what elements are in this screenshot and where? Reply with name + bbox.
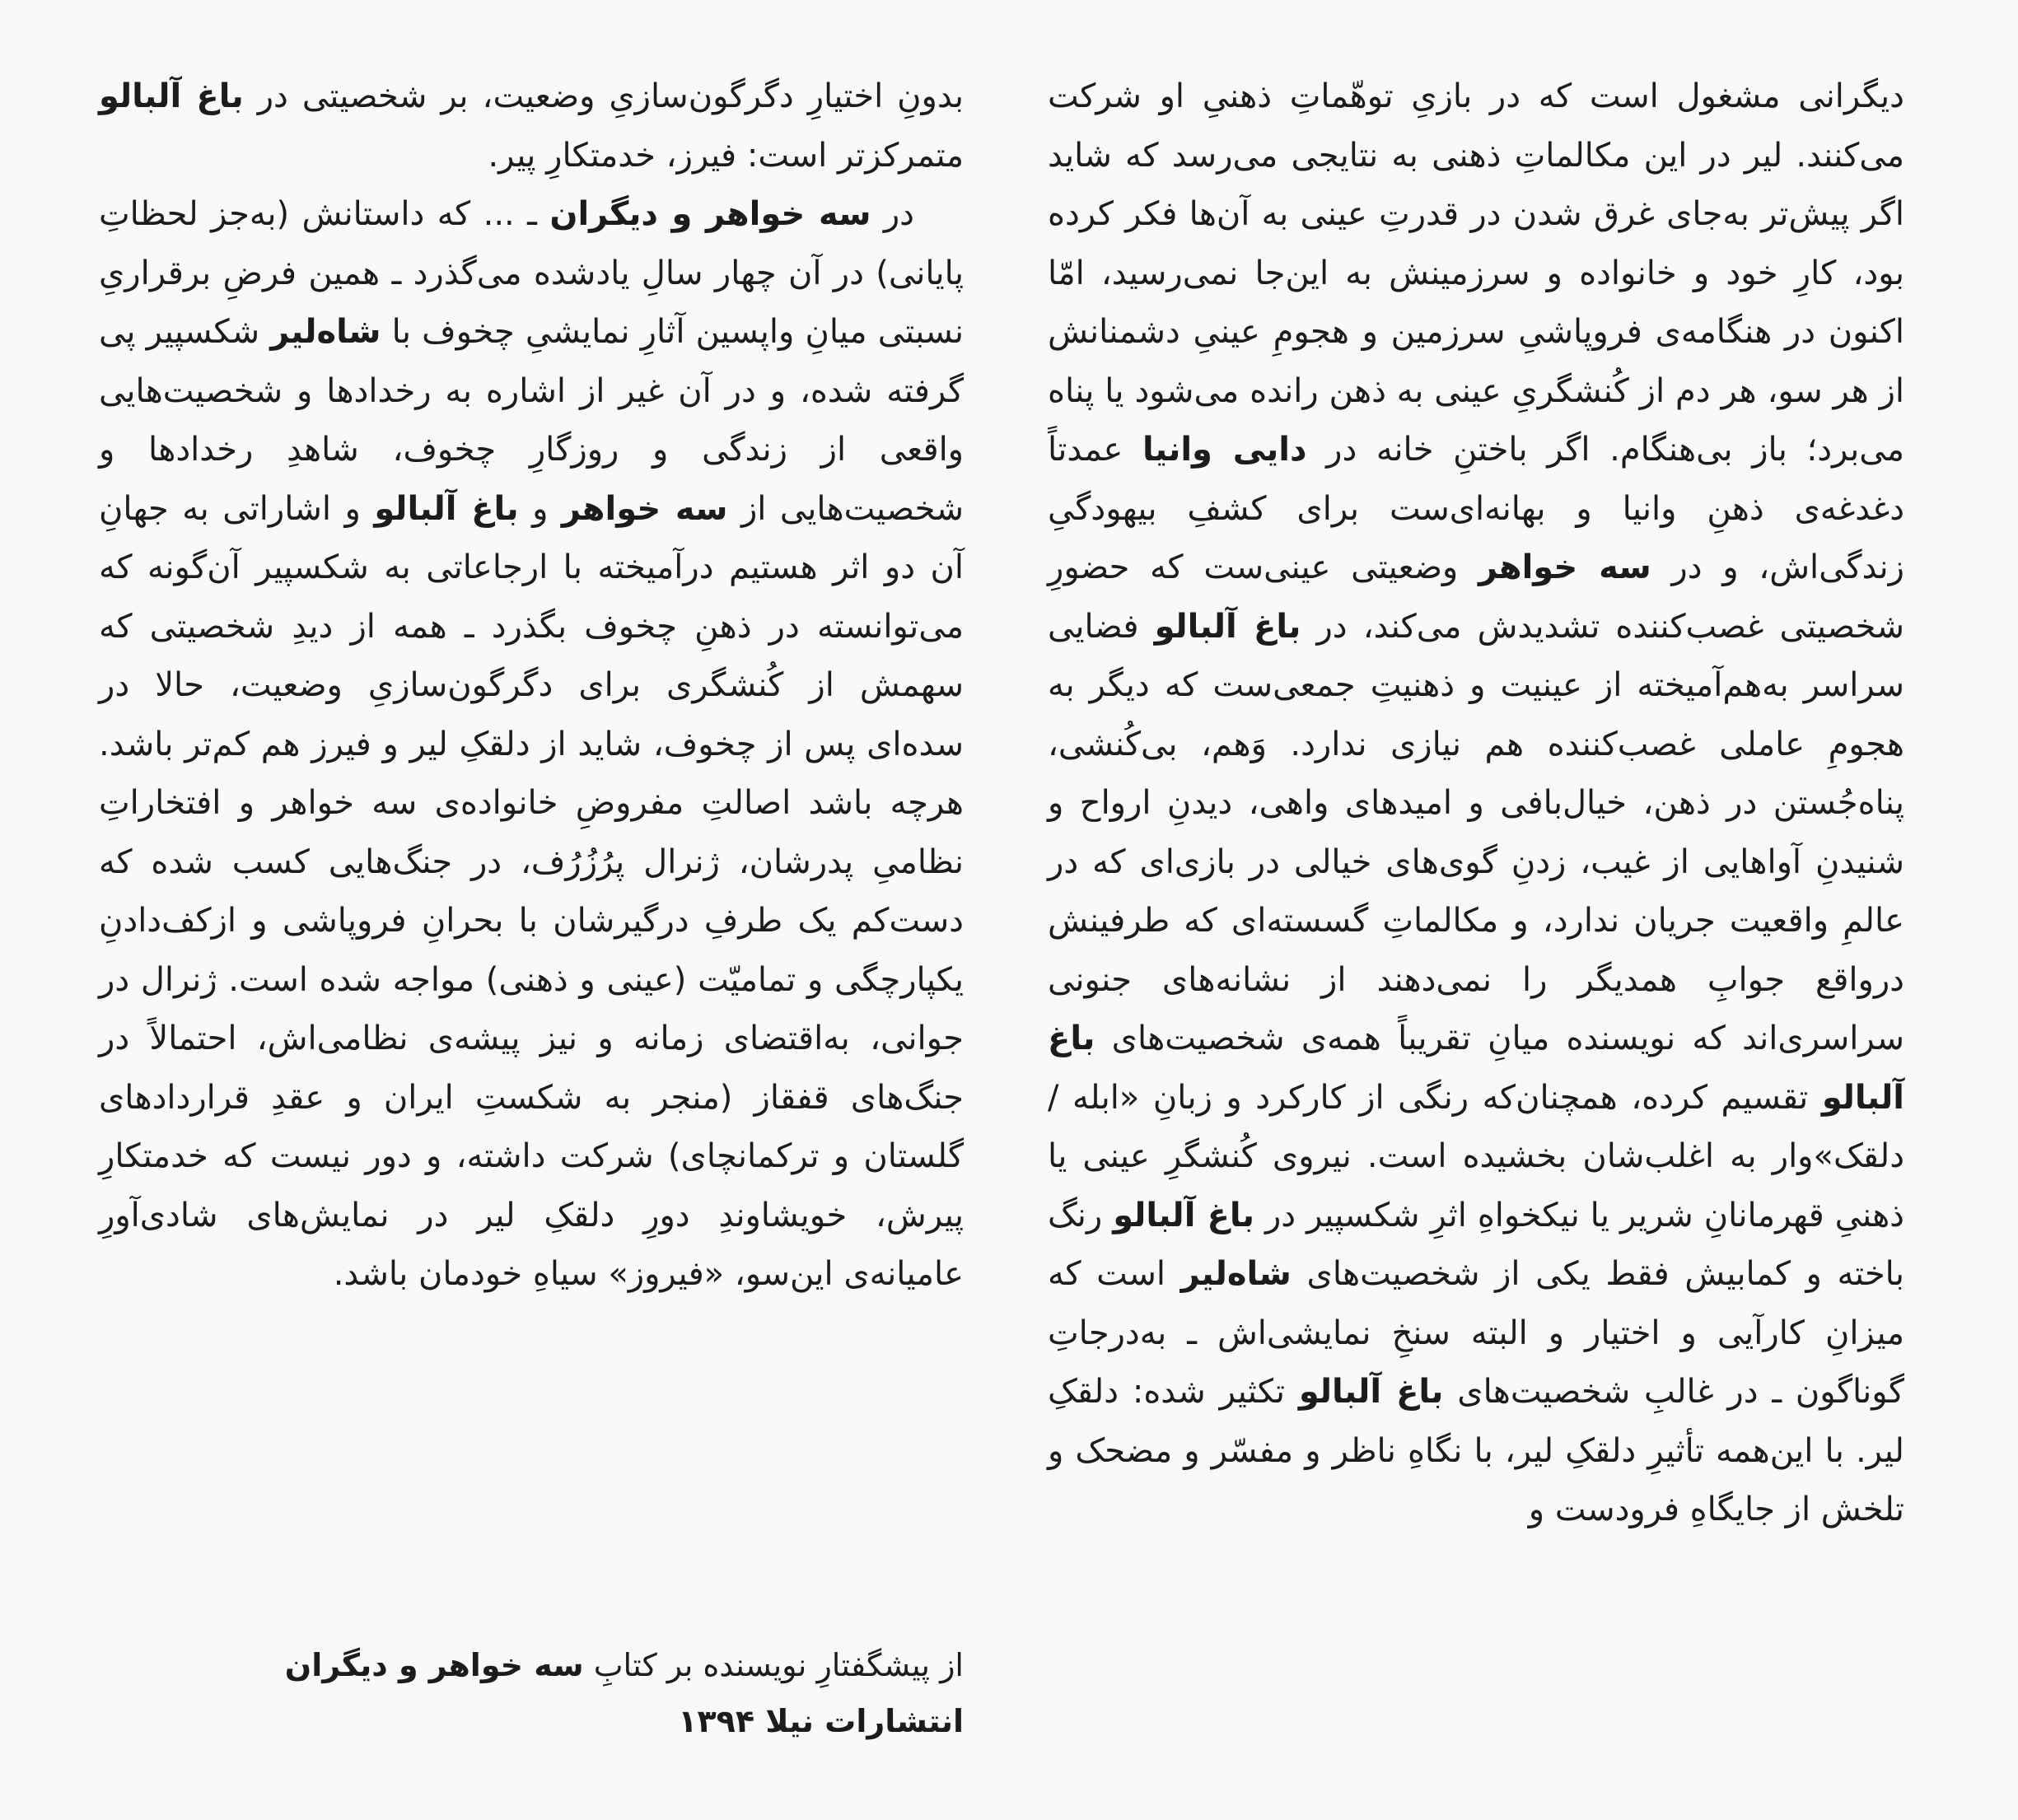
bold-title-segment: باغ آلبالو <box>1298 1373 1444 1411</box>
bold-title-segment: شاه‌لیر <box>1180 1255 1292 1293</box>
bold-title-segment: باغ آلبالو <box>374 489 519 528</box>
bold-title-segment: باغ آلبالو <box>1048 1020 1904 1117</box>
text-segment: دیگرانی مشغول است که در بازیِ توهّماتِ ذهنیِ او شرکت می‌کنند. لیر در این مکالماتِ ذهنی به نتایجی می‌رسد که شاید اگر پیش‌تر به‌جای غرق شدن در قدرتِ عینی به آن‌ها فکر کرده بود، کارِ خود و خانواده و سرزمینش به این‌جا نمی‌رسید، امّا اکنون در هنگامه‌ی فروپاشیِ سرزمین و هجومِ عینیِ دشمنانش از هر سو، هر دم از کُنشگریِ عینی به ذهن رانده می‌شود یا پناه می‌برد؛ باز بی‌هنگام. اگر باختنِ خانه در <box>1048 77 1904 469</box>
text-segment: بدونِ اختیارِ دگرگون‌سازیِ وضعیت، بر شخصیتی در <box>243 77 964 115</box>
bold-title-segment: شاه‌لیر <box>270 313 381 351</box>
text-segment: وضعیتی عینی‌ست که حضورِ شخصیتی غصب‌کننده تشدیدش می‌کند، در <box>1048 548 1905 646</box>
paragraph <box>1048 68 1904 1540</box>
text-segment: است که میزانِ کارآیی و اختیار و البته سنخِ نمایشی‌اش ـ به‌درجاتِ گوناگون ـ در غالبِ شخصیت‌های <box>1048 1255 1905 1411</box>
text-segment: تقسیم کرده، همچنان‌که رنگی از کارکرد و زبانِ «ابله / دلقک»وار به اغلب‌شان بخشیده است. نیروی کُنشگرِ عینی یا ذهنیِ قهرمانانِ شریر یا نیکخواهِ اثرِ شکسپیر در <box>1048 1078 1904 1234</box>
source-citation <box>99 1637 964 1749</box>
text-segment: تکثیر شده: دلقکِ لیر. با این‌همه تأثیرِ دلقکِ لیر، با نگاهِ ناظر و مفسّر و مضحک و تلخش از جایگاهِ فرودست و <box>1048 1373 1904 1528</box>
text-segment: رنگ باخته و کمابیش فقط یکی از شخصیت‌های <box>1048 1196 1905 1293</box>
text-segment: عمدتاً دغدغه‌ی ذهنِ وانیا و بهانه‌ای‌ست برای کشفِ بیهودگیِ زندگی‌اش، و در <box>1048 431 1904 586</box>
bold-title-segment: باغ آلبالو <box>1154 607 1301 646</box>
left-column <box>99 68 964 1304</box>
text-segment: متمرکزتر است: فیرز، خدمتکارِ پیر. <box>488 136 964 175</box>
text-segment: و <box>518 489 562 528</box>
bold-title-segment: سه خواهر و دیگران <box>549 195 871 233</box>
bold-title-segment: سه خواهر <box>1478 548 1651 586</box>
publisher: انتشارات نیلا ۱۳۹۴ <box>678 1703 964 1739</box>
book-title: سه خواهر و دیگران <box>284 1647 584 1683</box>
right-column <box>1048 68 1904 1540</box>
text-segment: و اشاراتی به جهانِ آن دو اثر هستیم درآمیخته با ارجاعاتی به شکسپیر آن‌گونه که می‌توانسته در ذهنِ چخوف بگذرد ـ همه از دیدِ شخصیتی که سهمش از کُنشگری برای دگرگون‌سازیِ وضعیت، حالا در سده‌ای پس از چخوف، شاید از دلقکِ لیر و فیرز هم کم‌تر باشد. هرچه باشد اصالتِ مفروضِ خانواده‌ی سه خواهر و افتخاراتِ نظامیِ پدرشان، ژنرال پرُزُرُف، در جنگ‌هایی کسب شده که دست‌کم یک طرفِ درگیرشان با بحرانِ فروپاشی و ازکف‌دادنِ یکپارچگی و تمامیّت (عینی و ذهنی) مواجه شده است. ژنرال در جوانی، به‌اقتضای زمانه و نیز پیشه‌ی نظامی‌اش، احتمالاً در جنگ‌های قفقاز (منجر به شکستِ ایران و عقدِ قراردادهای گلستان و ترکمانچای) شرکت داشته، و دور نیست که خدمتکارِ پیرش، خویشاوندِ دورِ دلقکِ لیر در نمایش‌های شادی‌آورِ عامیانه‌ی این‌سو، «فیروز» سیاهِ خودمان باشد. <box>99 489 964 1293</box>
text-segment: فضایی سراسر به‌هم‌آمیخته از عینیت و ذهنیتِ جمعی‌ست که دیگر به هجومِ عاملی غصب‌کننده هم نیازی ندارد. وَهم، بی‌کُنشی، پناه‌جُستن در ذهن، خیال‌بافی و امیدهای واهی، دیدنِ ارواح و شنیدنِ آواهایی از غیب، زدنِ گوی‌های خیالی در بازی‌ای که در عالمِ واقعیت جریان ندارد، و مکالماتِ گسسته‌ای که طرفینش درواقع جوابِ همدیگر را نمی‌دهند از نشانه‌های جنونی سراسری‌اند که نویسنده میانِ تقریباً همه‌ی شخصیت‌های <box>1048 607 1904 1057</box>
bold-title-segment: سه خواهر <box>561 489 728 528</box>
text-segment: در <box>871 195 914 233</box>
publisher-line <box>99 1693 964 1749</box>
bold-title-segment: باغ آلبالو <box>1113 1196 1254 1234</box>
citation-line <box>99 1637 964 1693</box>
bold-title-segment: باغ آلبالو <box>99 77 244 115</box>
paragraph <box>99 68 964 185</box>
paragraph <box>99 185 964 1304</box>
bold-title-segment: دایی وانیا <box>1142 431 1307 469</box>
text-segment: شکسپیر پی گرفته شده، و در آن غیر از اشاره به رخدادها و شخصیت‌هایی واقعی از زندگی و روزگارِ چخوف، شاهدِ رخدادها و شخصیت‌هایی از <box>99 313 965 528</box>
citation-prefix: از پیشگفتارِ نویسنده بر کتابِ <box>583 1647 964 1683</box>
text-segment: ـ ... که داستانش (به‌جز لحظاتِ پایانی) در آن چهار سالِ یادشده می‌گذرد ـ همین فرضِ برقراریِ نسبتی میانِ واپسین آثارِ نمایشیِ چخوف با <box>99 195 964 351</box>
